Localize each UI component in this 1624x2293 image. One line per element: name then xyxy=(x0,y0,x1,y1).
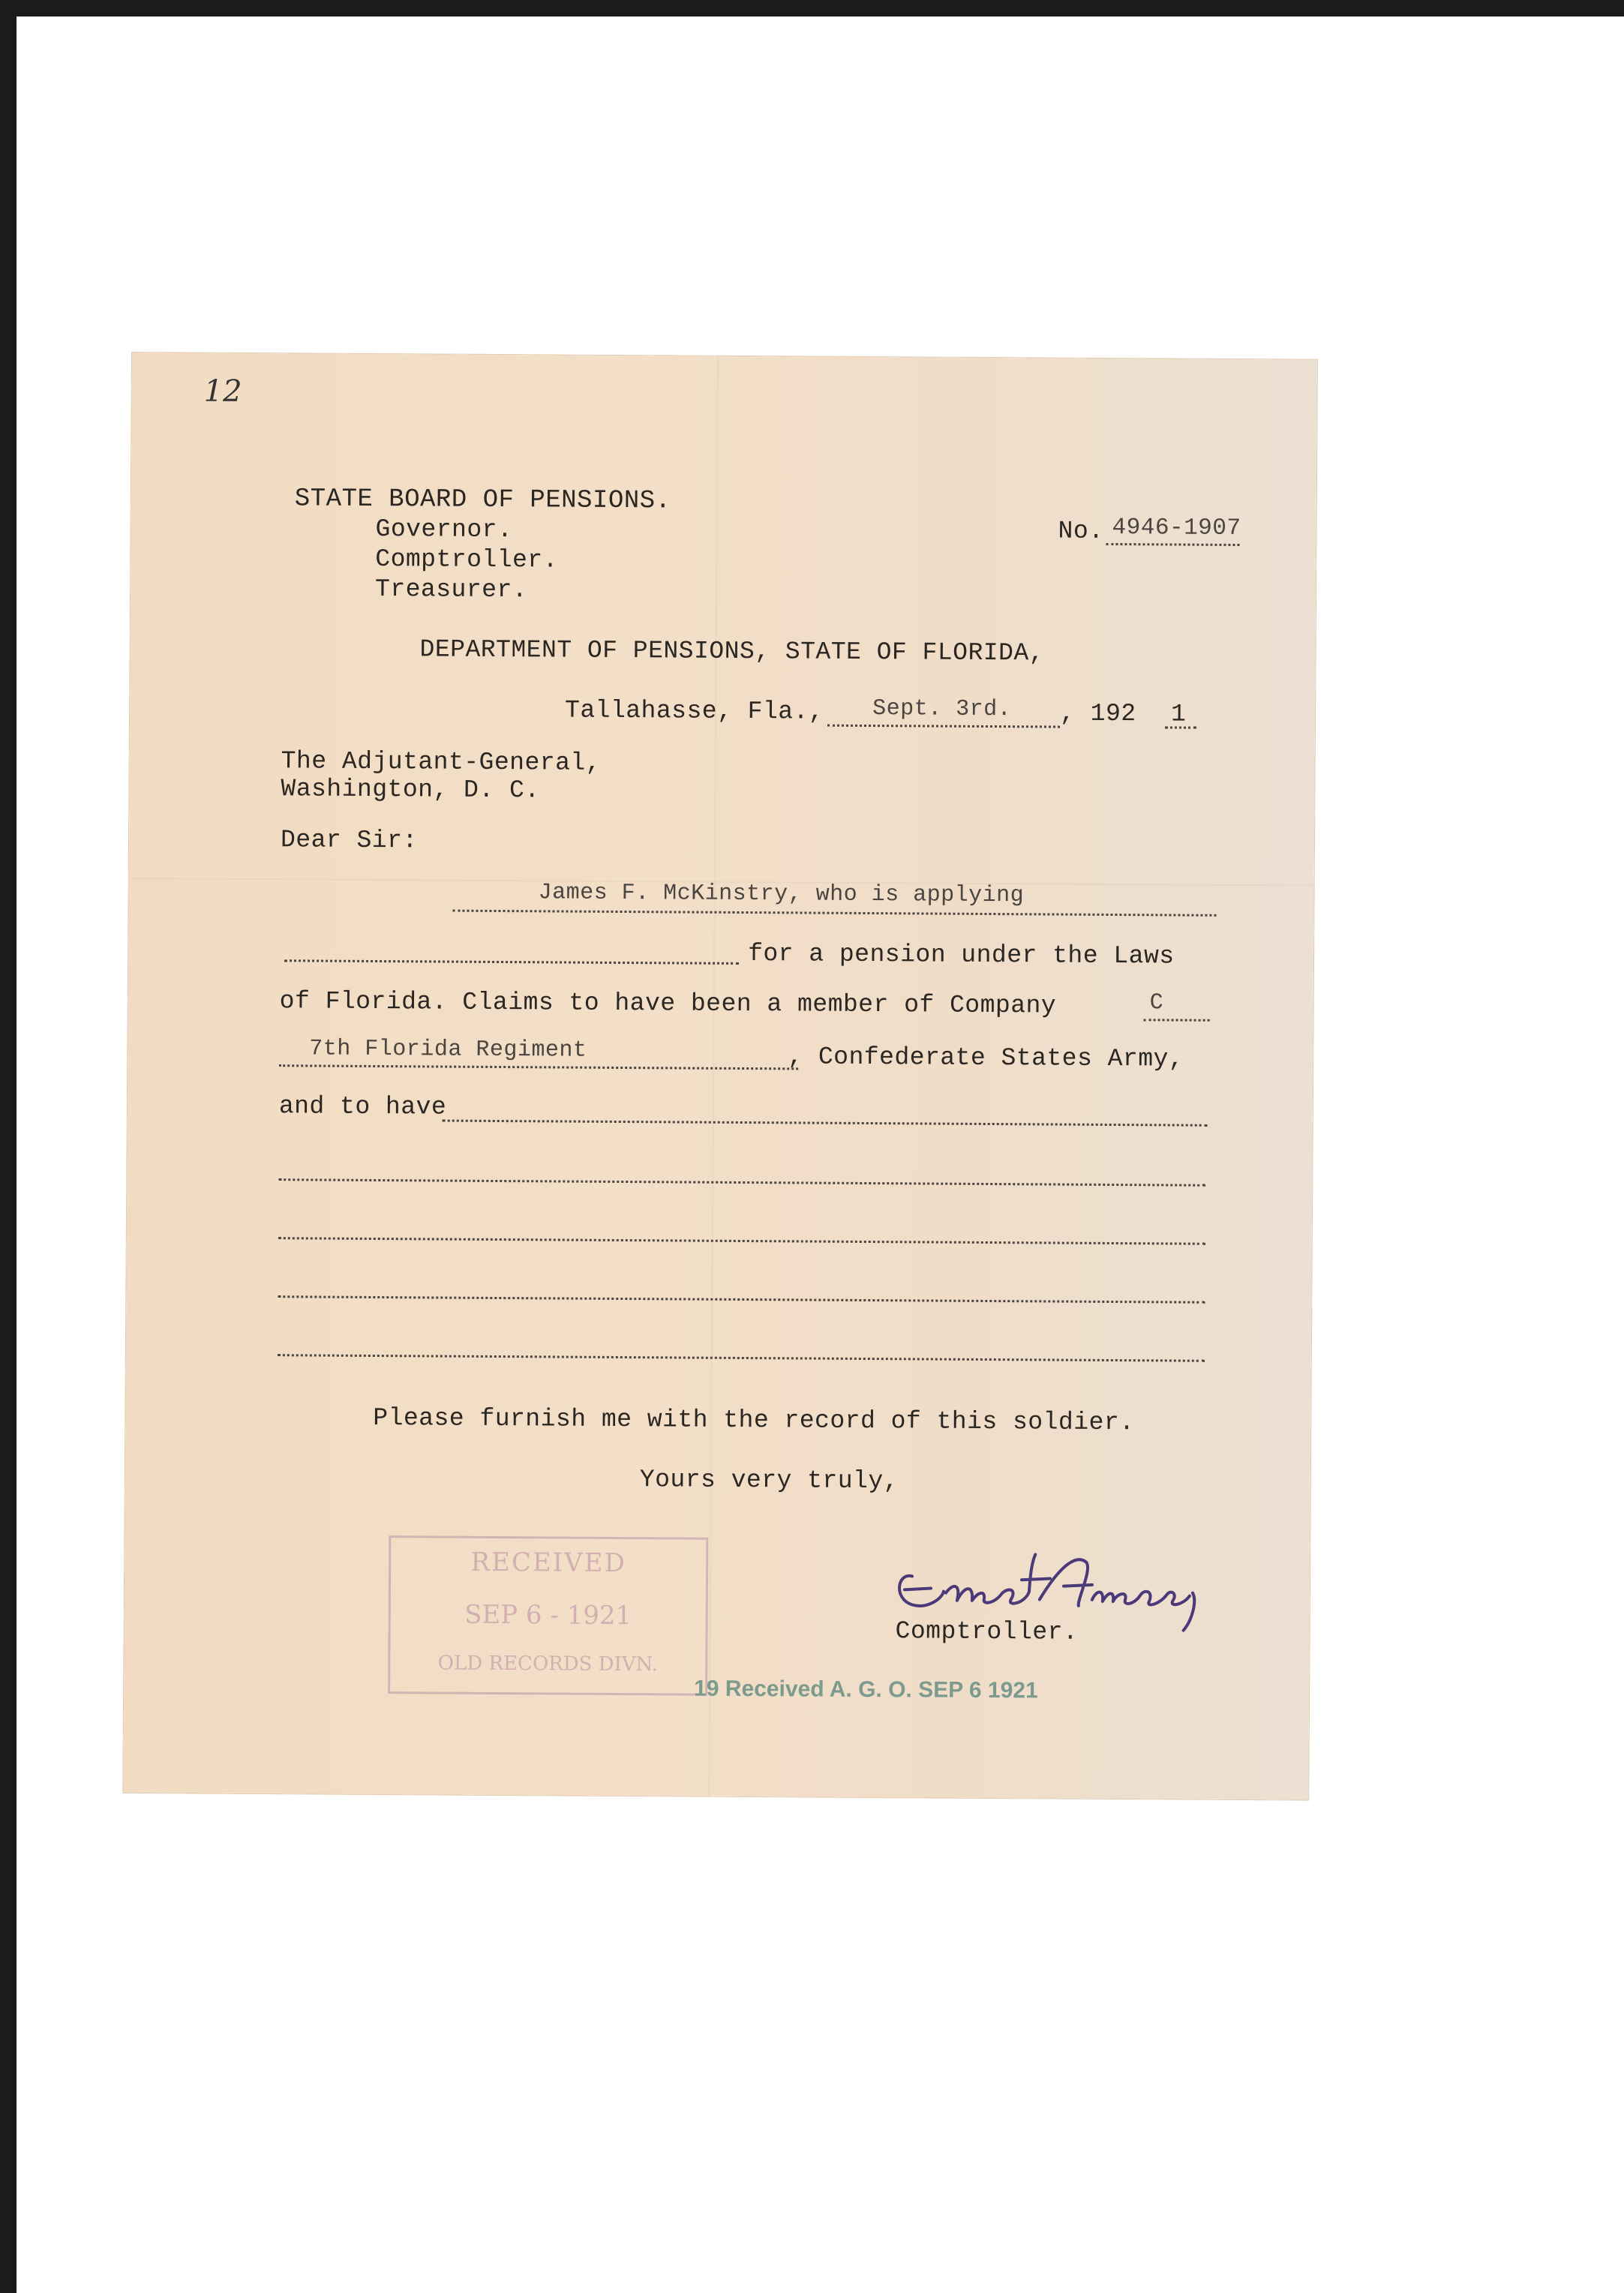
company-fill: C xyxy=(1149,990,1164,1016)
regiment-underline xyxy=(279,1064,798,1070)
board-member-comptroller: Comptroller. xyxy=(375,545,559,575)
department-title: DEPARTMENT OF PENSIONS, STATE OF FLORIDA, xyxy=(419,635,1045,668)
date-underline xyxy=(827,725,1060,728)
number-underline xyxy=(1106,543,1239,546)
addressee-line-2: Washington, D. C. xyxy=(281,775,540,805)
body-line-2: for a pension under the Laws xyxy=(748,940,1175,971)
fold-crease-vertical xyxy=(708,356,719,1796)
closing: Yours very truly, xyxy=(639,1466,899,1496)
scan-border-left xyxy=(0,0,17,2293)
applicant-name-fill: James F. McKinstry, who is applying xyxy=(538,880,1025,909)
record-request: Please furnish me with the record of this soldier. xyxy=(373,1403,1135,1437)
line2-underline xyxy=(284,959,739,965)
board-member-treasurer: Treasurer. xyxy=(374,575,528,605)
number-value: 4946-1907 xyxy=(1112,514,1241,542)
blank-line-1 xyxy=(443,1120,1208,1127)
margin-note: 12 xyxy=(203,374,242,409)
scan-border-top xyxy=(0,0,1624,17)
ago-received-stamp: 19 Received A. G. O. SEP 6 1921 xyxy=(694,1676,1038,1703)
place-text: Tallahasse, Fla., xyxy=(564,696,824,726)
body-line-3: of Florida. Claims to have been a member of Company xyxy=(279,987,1057,1020)
blank-line-2 xyxy=(278,1178,1205,1187)
regiment-fill: 7th Florida Regiment xyxy=(309,1036,587,1064)
board-member-governor: Governor. xyxy=(375,515,513,545)
year-prefix: , 192 xyxy=(1059,699,1136,728)
pension-letter-page xyxy=(123,353,1317,1800)
salutation: Dear Sir: xyxy=(280,826,418,855)
received-stamp-division: OLD RECORDS DIVN. xyxy=(437,1652,659,1676)
body-line-4: , Confederate States Army, xyxy=(788,1043,1184,1073)
blank-line-5 xyxy=(278,1354,1205,1362)
received-stamp-title: RECEIVED xyxy=(470,1547,626,1579)
signature-title: Comptroller. xyxy=(895,1617,1079,1646)
addressee-line-1: The Adjutant-General, xyxy=(281,747,602,777)
year-suffix: 1 xyxy=(1170,700,1187,728)
blank-line-3 xyxy=(278,1237,1205,1245)
number-label: No. xyxy=(1058,517,1104,545)
board-title: STATE BOARD OF PENSIONS. xyxy=(294,485,671,516)
company-underline xyxy=(1144,1019,1210,1022)
received-stamp-date: SEP 6 - 1921 xyxy=(464,1599,632,1631)
applicant-underline xyxy=(452,910,1216,917)
date-value: Sept. 3rd. xyxy=(872,696,1012,723)
received-stamp xyxy=(388,1535,708,1696)
blank-line-4 xyxy=(278,1295,1205,1304)
body-line-5: and to have xyxy=(278,1092,447,1121)
